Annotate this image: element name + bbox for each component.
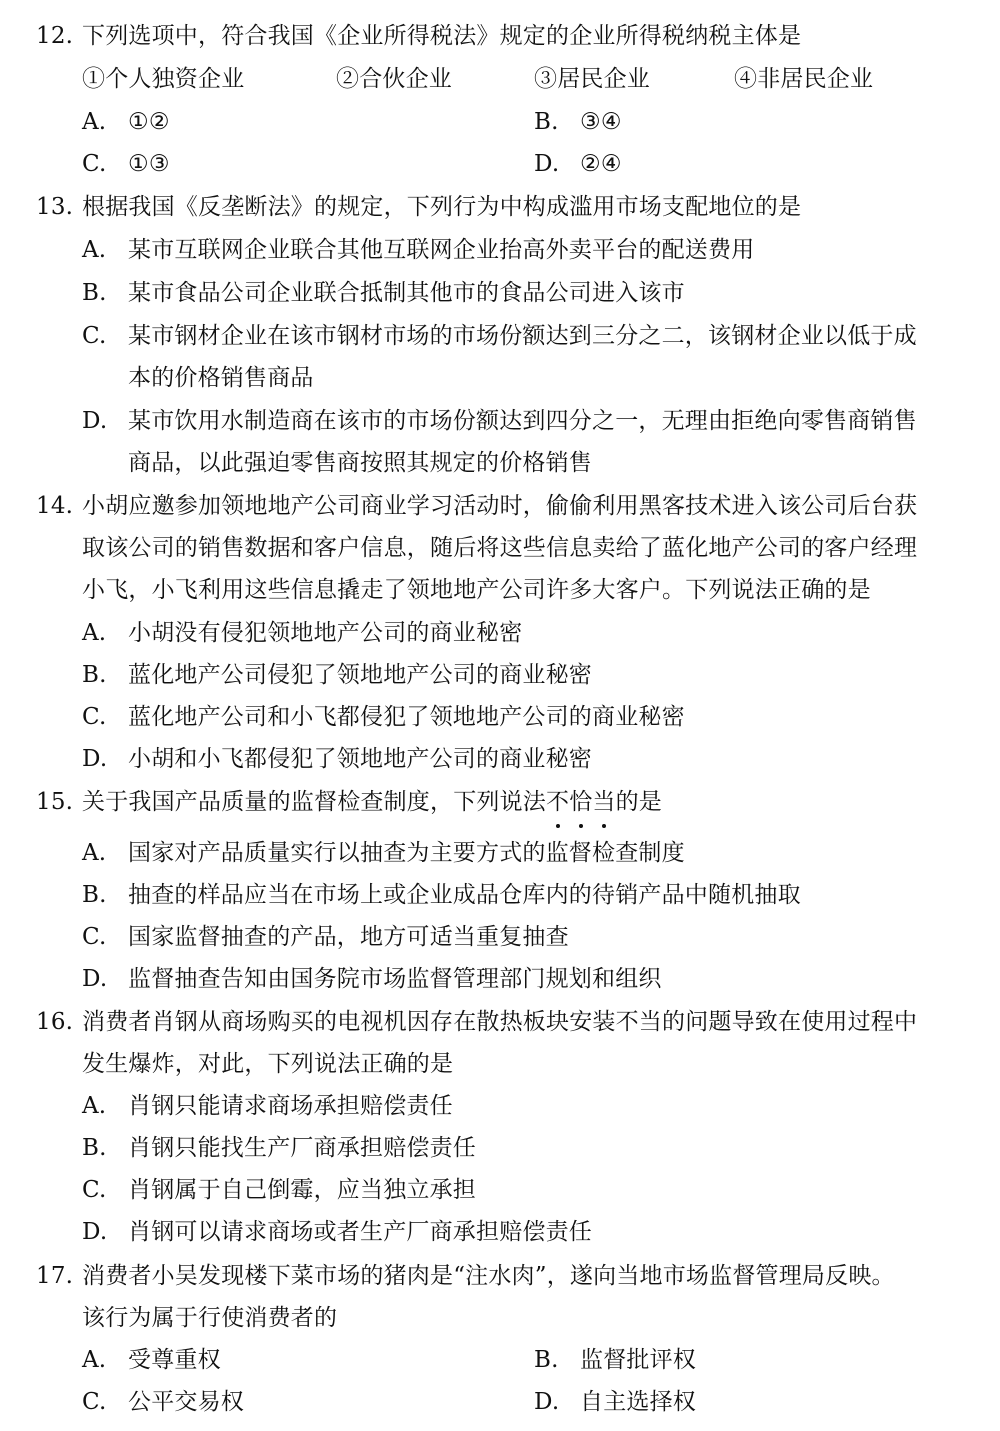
answer-option-c: C. 肖钢属于自己倒霉，应当独立承担 <box>82 1177 476 1203</box>
answer-option-c: C. 某市钢材企业在该市钢材市场的市场份额达到三分之二，该钢材企业以低于成 <box>82 323 917 349</box>
answer-option-d-continued: 商品，以此强迫零售商按照其规定的价格销售 <box>128 450 592 476</box>
question-stem: 下列选项中，符合我国《企业所得税法》规定的企业所得税纳税主体是 <box>82 23 802 49</box>
answer-option-c: C. 蓝化地产公司和小飞都侵犯了领地地产公司的商业秘密 <box>82 704 685 730</box>
answer-option-a: A. 国家对产品质量实行以抽查为主要方式的监督检查制度 <box>82 840 685 866</box>
question-number: 13. <box>36 194 74 220</box>
statement-item: ①个人独资企业 <box>82 66 245 92</box>
emphasis-char: 不 <box>546 786 569 818</box>
answer-option-b: B. 肖钢只能找生产厂商承担赔偿责任 <box>82 1135 476 1161</box>
statement-item: ④非居民企业 <box>734 66 874 92</box>
question-number: 12. <box>36 23 74 49</box>
emphasis-char: 当 <box>592 786 615 818</box>
answer-option-a: A. 肖钢只能请求商场承担赔偿责任 <box>82 1093 453 1119</box>
answer-option-a: A. 小胡没有侵犯领地地产公司的商业秘密 <box>82 620 523 646</box>
question-number: 15. <box>36 789 74 815</box>
emphasis-char: 恰 <box>569 786 592 818</box>
answer-option-b: B. 蓝化地产公司侵犯了领地地产公司的商业秘密 <box>82 662 592 688</box>
question-number: 14. <box>36 493 74 519</box>
statement-item: ②合伙企业 <box>336 66 452 92</box>
answer-option-d: D. 肖钢可以请求商场或者生产厂商承担赔偿责任 <box>82 1219 592 1245</box>
answer-option-a: A. 受尊重权 <box>82 1347 221 1373</box>
statement-item: ③居民企业 <box>534 66 650 92</box>
answer-option-a: A. 某市互联网企业联合其他互联网企业抬高外卖平台的配送费用 <box>82 237 755 263</box>
answer-option-d: D. 自主选择权 <box>534 1389 696 1415</box>
answer-option-a: A. ①② <box>82 109 170 135</box>
answer-option-d: D. 某市饮用水制造商在该市的市场份额达到四分之一，无理由拒绝向零售商销售 <box>82 408 917 434</box>
question-stem-line: 取该公司的销售数据和客户信息，随后将这些信息卖给了蓝化地产公司的客户经理 <box>82 535 918 561</box>
question-stem-line: 小飞，小飞利用这些信息撬走了领地地产公司许多大客户。下列说法正确的是 <box>82 577 871 603</box>
question-number: 16. <box>36 1009 74 1035</box>
answer-option-c: C. ①③ <box>82 151 170 177</box>
answer-option-b: B. 抽查的样品应当在市场上或企业成品仓库内的待销产品中随机抽取 <box>82 882 801 908</box>
question-stem-line: 小胡应邀参加领地地产公司商业学习活动时，偷偷利用黑客技术进入该公司后台获 <box>82 493 918 519</box>
question-stem-line: 消费者肖钢从商场购买的电视机因存在散热板块安装不当的问题导致在使用过程中 <box>82 1009 918 1035</box>
answer-option-b: B. 某市食品公司企业联合抵制其他市的食品公司进入该市 <box>82 280 685 306</box>
answer-option-d: D. 小胡和小飞都侵犯了领地地产公司的商业秘密 <box>82 746 592 772</box>
answer-option-c-continued: 本的价格销售商品 <box>128 365 314 391</box>
question-stem-line: 发生爆炸，对此，下列说法正确的是 <box>82 1051 454 1077</box>
question-stem: 关于我国产品质量的监督检查制度，下列说法不恰当的是 <box>82 786 662 818</box>
question-number: 17. <box>36 1263 74 1289</box>
answer-option-b: B. 监督批评权 <box>534 1347 696 1373</box>
answer-option-c: C. 公平交易权 <box>82 1389 244 1415</box>
answer-option-d: D. ②④ <box>534 151 622 177</box>
answer-option-d: D. 监督抽查告知由国务院市场监督管理部门规划和组织 <box>82 966 662 992</box>
answer-option-b: B. ③④ <box>534 109 622 135</box>
answer-option-c: C. 国家监督抽查的产品，地方可适当重复抽查 <box>82 924 569 950</box>
question-stem: 根据我国《反垄断法》的规定，下列行为中构成滥用市场支配地位的是 <box>82 194 802 220</box>
question-stem-line: 该行为属于行使消费者的 <box>82 1305 338 1331</box>
question-stem-line: 消费者小吴发现楼下菜市场的猪肉是“注水肉”，遂向当地市场监督管理局反映。 <box>82 1263 895 1289</box>
